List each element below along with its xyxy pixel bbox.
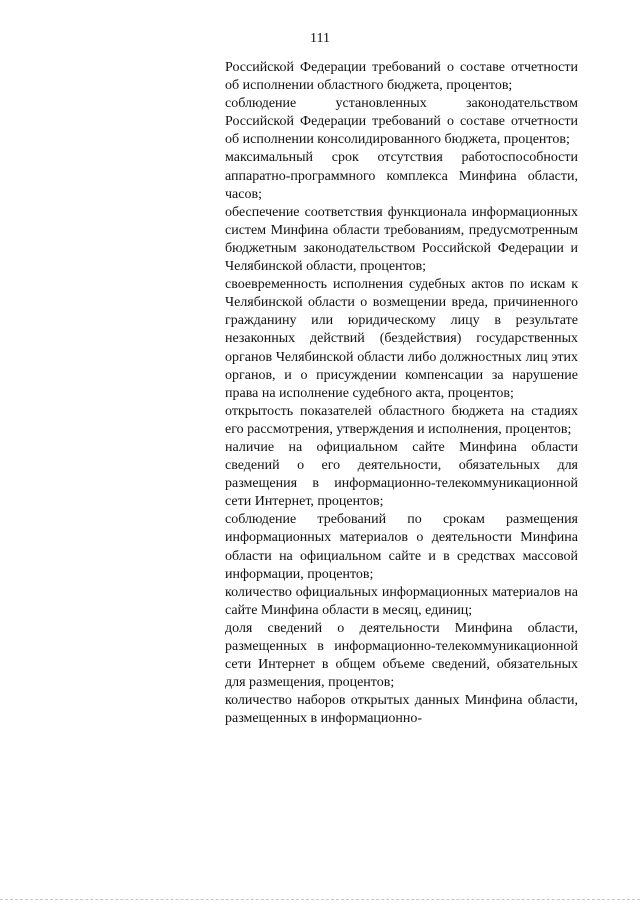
scan-edge-line	[0, 899, 640, 900]
paragraph: соблюдение установленных законодательством Российской Федерации требований о составе отчетности об исполнении консолидированного бюджета, процентов;	[225, 96, 578, 148]
paragraph: открытость показателей областного бюджета на стадиях его рассмотрения, утверждения и исполнения, процентов;	[225, 403, 578, 437]
page-number: 111	[310, 31, 330, 46]
paragraph: доля сведений о деятельности Минфина области, размещенных в информационно-телекоммуникационной сети Интернет в общем объеме сведений, обязательных для размещения, процентов;	[225, 620, 578, 691]
paragraph: соблюдение требований по срокам размещения информационных материалов о деятельности Минфина области на официальном сайте и в средствах массовой информации, процентов;	[225, 512, 578, 582]
document-body	[225, 59, 578, 728]
paragraph: количество наборов открытых данных Минфина области, размещенных в информационно-	[225, 693, 578, 727]
paragraph: наличие на официальном сайте Минфина области сведений о его деятельности, обязательных для размещения в информационно-телекоммуникационной сети Интернет, процентов;	[225, 439, 578, 510]
paragraph: максимальный срок отсутствия работоспособности аппаратно-программного комплекса Минфина области, часов;	[225, 150, 578, 202]
paragraph: количество официальных информационных материалов на сайте Минфина области в месяц, единиц;	[225, 584, 578, 618]
paragraph: Российской Федерации требований о составе отчетности об исполнении областного бюджета, процентов;	[225, 60, 578, 94]
paragraph: своевременность исполнения судебных актов по искам к Челябинской области о возмещении вреда, причиненного гражданину или юридическому лицу в результате незаконных действий (бездействия) государственных органов Челябинской области либо должностных лиц этих органов, и о присуждении компенсации за нарушение права на исполнение судебного акта, процентов;	[225, 277, 578, 401]
paragraph: обеспечение соответствия функционала информационных систем Минфина области требованиям, предусмотренным бюджетным законодательством Российской Федерации и Челябинской области, процентов;	[225, 204, 578, 275]
